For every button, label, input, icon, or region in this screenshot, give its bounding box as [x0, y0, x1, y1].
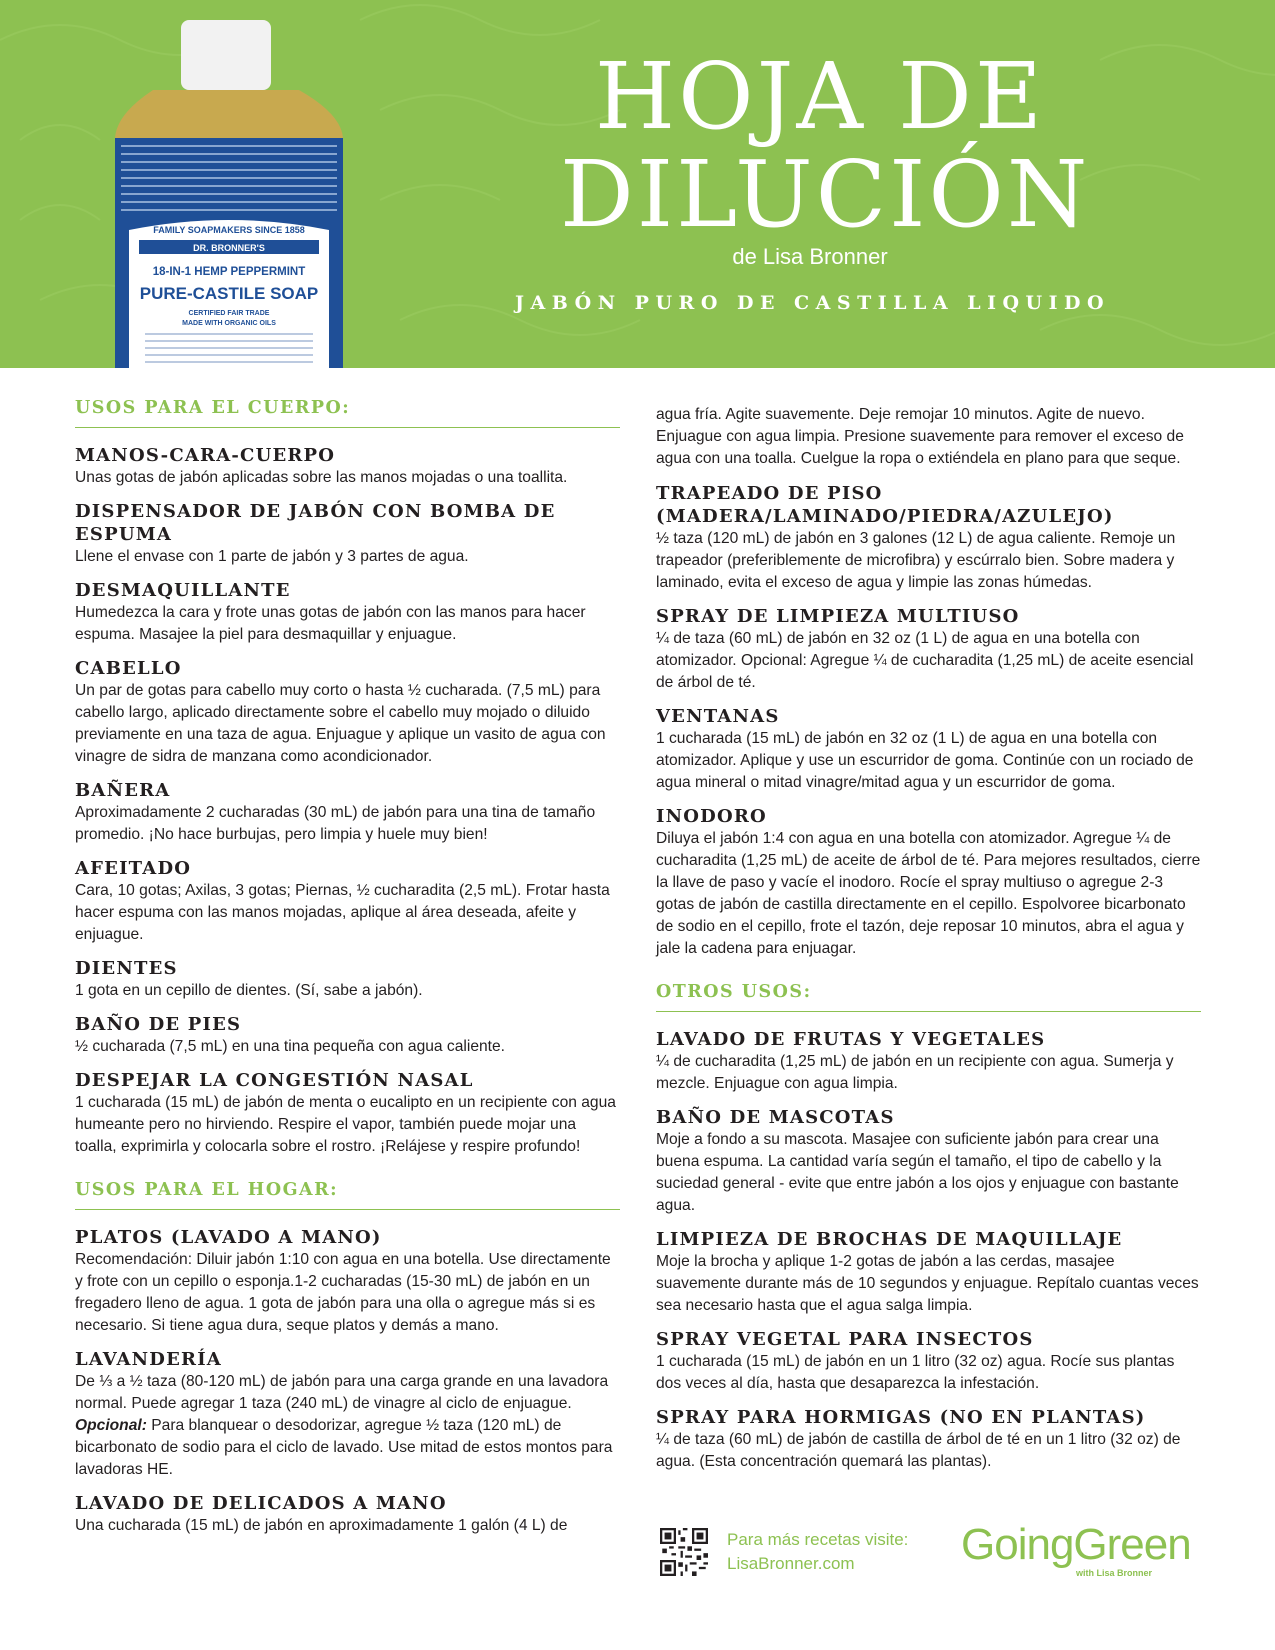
- optional-detail: Para blanquear o desodorizar, agregue ½ taza (120 mL) de bicarbonato de sodio para el ciclo de lavado. Use mitad de estos montos para lavadoras HE.: [75, 1417, 613, 1478]
- use-text: ½ taza (120 mL) de jabón en 3 galones (12 L) de agua caliente. Remoje un trapeador (preferiblemente de microfibra) y escúrralo bien. Sobre madera y laminado, evita el exceso de agua y limpie las zonas húmedas.: [656, 530, 1176, 591]
- use-title: DESPEJAR LA CONGESTIÓN NASAL: [75, 1070, 474, 1091]
- use-text: Un par de gotas para cabello muy corto o hasta ½ cucharada. (7,5 mL) para cabello largo, aplicado directamente sobre el cabello muy mojado o diluido previamente en una taza de agua. Enjuague y aplique un vasito de agua con vinagre de sidra de manzana como acondicionador.: [75, 682, 606, 765]
- use-title: DIENTES: [75, 958, 178, 979]
- use-title: SPRAY VEGETAL PARA INSECTOS: [656, 1329, 1034, 1350]
- page-title: [560, 43, 1091, 248]
- use-item-hormigas: [656, 1406, 1201, 1473]
- use-text: Diluya el jabón 1:4 con agua en una botella con atomizador. Agregue ¼ de cucharadita (1,25 mL) de aceite de árbol de té. Para mejores resultados, cierre la llave de paso y vacíe el inodoro. Rocíe el spray multiuso o agregue 2-3 gotas de jabón de castilla directamente en el cepillo. Espolvoree bicarbonato de sodio en el cepillo, frote el tazón, deje reposar 10 minutos, abra el agua y jale la cadena para enjuagar.: [656, 830, 1201, 957]
- use-title: VENTANAS: [656, 706, 780, 727]
- use-title: SPRAY DE LIMPIEZA MULTIUSO: [656, 606, 1020, 627]
- label-variant: 18-IN-1 HEMP PEPPERMINT: [152, 266, 306, 278]
- use-item-insectos: [656, 1328, 1201, 1395]
- use-item-trapeado: [656, 482, 1201, 594]
- use-title: LIMPIEZA DE BROCHAS DE MAQUILLAJE: [656, 1229, 1123, 1250]
- page-title-line-1: HOJA DE: [594, 43, 1046, 150]
- use-item-inodoro: [656, 805, 1201, 960]
- use-text: Aproximadamente 2 cucharadas (30 mL) de jabón para una tina de tamaño promedio. ¡No hace burbujas, pero limpia y huele muy bien!: [75, 804, 596, 843]
- soap-bottle-image: [115, 20, 353, 368]
- use-title: LAVADO DE DELICADOS A MANO: [75, 1493, 447, 1514]
- use-item-spray-multiuso: [656, 605, 1201, 694]
- use-title: MANOS-CARA-CUERPO: [75, 445, 336, 466]
- footer: [656, 1520, 1201, 1586]
- visit-url[interactable]: LisaBronner.com: [727, 1554, 855, 1573]
- use-title: LAVADO DE FRUTAS Y VEGETALES: [656, 1029, 1046, 1050]
- use-text: 1 gota en un cepillo de dientes. (Sí, sabe a jabón).: [75, 982, 423, 999]
- use-title: TRAPEADO DE PISO (MADERA/LAMINADO/PIEDRA/AZULEJO): [656, 483, 1114, 527]
- use-title: PLATOS (LAVADO A MANO): [75, 1227, 382, 1248]
- use-item-manos: [75, 444, 620, 489]
- use-item-desmaquillante: [75, 579, 620, 646]
- use-text: 1 cucharada (15 mL) de jabón en 32 oz (1 L) de agua en una botella con atomizador. Aplique y use un escurridor de goma. Continúe con un rociado de agua mineral o mitad vinagre/mitad agua y un escurridor de goma.: [656, 730, 1194, 791]
- use-item-pies: [75, 1013, 620, 1058]
- label-cert-2: MADE WITH ORGANIC OILS: [182, 320, 276, 327]
- use-item-frutas: [656, 1028, 1201, 1095]
- use-text: 1 cucharada (15 mL) de jabón de menta o eucalipto en un recipiente con agua humeante pero no hirviendo. Respire el vapor, también puede mojar una toalla, exprimirla y colocarla sobre el rostro. ¡Relájese y respire profundo!: [75, 1094, 616, 1155]
- header-banner: [0, 0, 1275, 368]
- use-item-brochas: [656, 1228, 1201, 1317]
- use-item-afeitado: [75, 857, 620, 946]
- label-top-band: FAMILY SOAPMAKERS SINCE 1858: [153, 225, 305, 235]
- use-text: Moje a fondo a su mascota. Masajee con suficiente jabón para crear una buena espuma. La cantidad varía según el tamaño, el tipo de cabello y la suciedad general - evite que entre jabón a los ojos y enjuague con bastante agua.: [656, 1131, 1179, 1214]
- label-product: PURE-CASTILE SOAP: [139, 284, 319, 303]
- logo-subtext: with Lisa Bronner: [1076, 1568, 1153, 1578]
- use-item-lavanderia: [75, 1348, 620, 1481]
- use-text: Unas gotas de jabón aplicadas sobre las manos mojadas o una toallita.: [75, 469, 568, 486]
- use-item-delicados: [75, 1492, 620, 1537]
- use-text: 1 cucharada (15 mL) de jabón en un 1 litro (32 oz) agua. Rocíe sus plantas dos veces al día, hasta que desaparezca la infestación.: [656, 1353, 1175, 1392]
- use-text: Moje la brocha y aplique 1-2 gotas de jabón a las cerdas, masajee suavemente durante más de 10 segundos y enjuague. Repítalo cuantas veces sea necesario hasta que el agua salga limpia.: [656, 1253, 1199, 1314]
- use-text: ½ cucharada (7,5 mL) en una tina pequeña con agua caliente.: [75, 1038, 506, 1055]
- optional-label: Opcional:: [75, 1417, 147, 1434]
- left-column: [75, 398, 620, 1548]
- use-text: Llene el envase con 1 parte de jabón y 3 partes de agua.: [75, 548, 469, 565]
- use-item-dispensador: [75, 500, 620, 568]
- use-title: DISPENSADOR DE JABÓN CON BOMBA DE ESPUMA: [75, 501, 556, 545]
- use-title: DESMAQUILLANTE: [75, 580, 291, 601]
- qr-code-icon[interactable]: [660, 1528, 708, 1576]
- use-item-cabello: [75, 657, 620, 768]
- use-optional-text: [75, 1415, 620, 1481]
- product-subtitle: JABÓN PURO DE CASTILLA LIQUIDO: [515, 292, 1111, 314]
- use-title: LAVANDERÍA: [75, 1349, 222, 1370]
- use-text: ¼ de taza (60 mL) de jabón en 32 oz (1 L) de agua en una botella con atomizador. Opcional: Agregue ¼ de cucharadita (1,25 mL) de aceite esencial de árbol de té.: [656, 630, 1194, 691]
- section-heading-other: OTROS USOS:: [656, 982, 1201, 1012]
- going-green-logo: GoingGreen: [961, 1520, 1191, 1569]
- use-title: BAÑO DE PIES: [75, 1014, 242, 1035]
- use-title: SPRAY PARA HORMIGAS (NO EN PLANTAS): [656, 1407, 1146, 1428]
- section-heading-home: USOS PARA EL HOGAR:: [75, 1180, 620, 1210]
- right-column: [656, 404, 1201, 1484]
- use-item-congestion: [75, 1069, 620, 1158]
- use-text: Recomendación: Diluir jabón 1:10 con agua en una botella. Use directamente y frote con un cepillo o esponja.1-2 cucharadas (15-30 mL) de jabón en un fregadero lleno de agua. 1 gota de jabón para una olla o agregue más si es necesario. Si tiene agua dura, seque platos y demás a mano.: [75, 1251, 611, 1334]
- page-title-line-2: DILUCIÓN: [560, 141, 1091, 248]
- use-title: CABELLO: [75, 658, 182, 679]
- use-text: ¼ de taza (60 mL) de jabón de castilla de árbol de té en un 1 litro (32 oz) de agua. (Esta concentración quemará las plantas).: [656, 1431, 1181, 1470]
- visit-text: Para más recetas visite:: [727, 1530, 909, 1549]
- use-text-continuation: agua fría. Agite suavemente. Deje remojar 10 minutos. Agite de nuevo. Enjuague con agua limpia. Presione suavemente para remover el exceso de agua con una toalla. Cuelgue la ropa o extiéndela en plano para que seque.: [656, 406, 1184, 467]
- label-cert-1: CERTIFIED FAIR TRADE: [188, 310, 270, 317]
- use-title: BAÑERA: [75, 780, 171, 801]
- use-text: De ⅓ a ½ taza (80-120 mL) de jabón para una carga grande en una lavadora normal. Puede agregar 1 taza (240 mL) de vinagre al ciclo de enjuague.: [75, 1373, 609, 1412]
- use-title: AFEITADO: [75, 858, 192, 879]
- use-item-mascotas: [656, 1106, 1201, 1217]
- section-heading-body: USOS PARA EL CUERPO:: [75, 398, 620, 428]
- use-title: BAÑO DE MASCOTAS: [656, 1107, 895, 1128]
- byline: de Lisa Bronner: [732, 244, 888, 269]
- use-item-banera: [75, 779, 620, 846]
- label-brand: DR. BRONNER'S: [193, 243, 265, 253]
- use-item-dientes: [75, 957, 620, 1002]
- use-item-ventanas: [656, 705, 1201, 794]
- use-item-platos: [75, 1226, 620, 1337]
- use-text: Una cucharada (15 mL) de jabón en aproximadamente 1 galón (4 L) de: [75, 1517, 568, 1534]
- use-text: Humedezca la cara y frote unas gotas de jabón con las manos para hacer espuma. Masajee la piel para desmaquillar y enjuague.: [75, 604, 586, 643]
- visit-link[interactable]: [727, 1528, 908, 1576]
- use-text: ¼ de cucharadita (1,25 mL) de jabón en un recipiente con agua. Sumerja y mezcle. Enjuague con agua limpia.: [656, 1053, 1174, 1092]
- use-title: INODORO: [656, 806, 767, 827]
- use-text: Cara, 10 gotas; Axilas, 3 gotas; Piernas, ½ cucharadita (2,5 mL). Frotar hasta hacer espuma con las manos mojadas, aplique al área deseada, afeite y enjuague.: [75, 882, 610, 943]
